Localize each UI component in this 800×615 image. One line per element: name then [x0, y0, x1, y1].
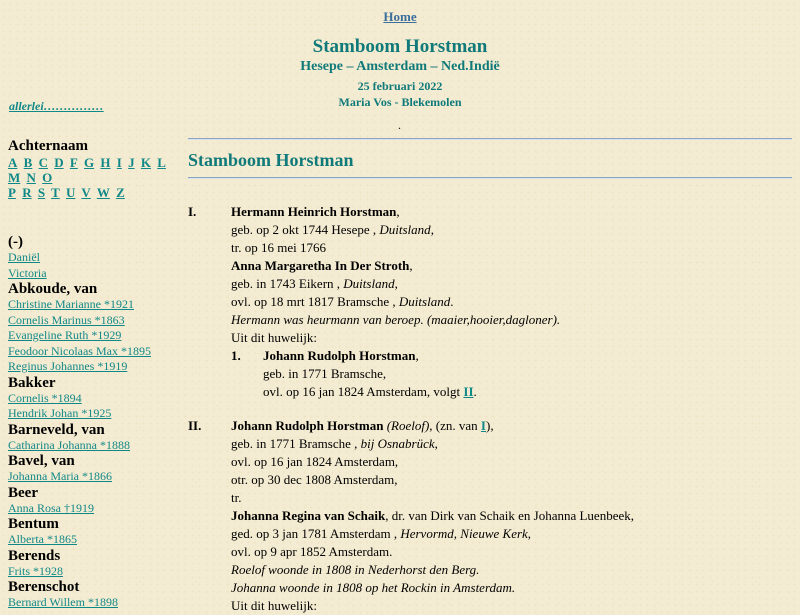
allerlei-link[interactable]: allerlei……………: [9, 99, 104, 113]
generation-ii-link[interactable]: II: [463, 384, 474, 399]
surname-group: [8, 453, 178, 485]
surname-group: [8, 485, 178, 517]
generation-number: II.: [188, 418, 202, 433]
child-number: 1.: [231, 348, 241, 363]
spouse-birth-country: Duitsland: [343, 276, 395, 291]
spouse-birth-text: ged. op 3 jan 1781 Amsterdam ,: [231, 526, 401, 541]
letter-link-w[interactable]: W: [96, 185, 110, 200]
spouse-birth-church: Hervormd, Nieuwe Kerk: [400, 526, 528, 541]
letter-link-p[interactable]: P: [8, 185, 16, 200]
person-link[interactable]: Anna Rosa †1919: [8, 500, 94, 515]
surname-heading: Bakker: [8, 374, 56, 391]
marriage-line: tr. op 16 mei 1766: [231, 240, 326, 255]
spouse-name: Anna Margaretha In Der Stroth: [231, 258, 410, 273]
letter-link-f[interactable]: F: [69, 155, 78, 170]
person-link[interactable]: Victoria: [8, 265, 47, 280]
spouse-parents: , dr. van Dirk van Schaik en Johanna Luenbeek,: [385, 508, 634, 523]
spouse-birth-line: geb. in 1743 Eikern , Duitsland,: [231, 276, 398, 291]
home-link[interactable]: Home: [383, 9, 417, 24]
letter-link-m[interactable]: M: [8, 170, 21, 185]
surname-group: [8, 548, 178, 580]
surname-heading: Bentum: [8, 516, 59, 532]
alphabet-index: [8, 155, 178, 200]
person-name: Hermann Heinrich Horstman: [231, 204, 397, 219]
surname-heading: Berenschot: [8, 579, 80, 595]
letter-link-g[interactable]: G: [84, 155, 95, 170]
surname-group: [8, 516, 178, 548]
site-header: [0, 8, 800, 110]
generation-number: I.: [188, 204, 197, 219]
letter-link-s[interactable]: S: [37, 185, 46, 200]
spouse-death-text: ovl. op 18 mrt 1817 Bramsche ,: [231, 294, 399, 309]
note-line-2: [231, 579, 515, 597]
spouse-birth-line: ged. op 3 jan 1781 Amsterdam , Hervormd, Nieuwe Kerk,: [231, 526, 532, 541]
surname-list: [8, 234, 178, 611]
person-link[interactable]: Cornelis *1894: [8, 390, 82, 405]
person-link[interactable]: Reginus Johannes *1919: [8, 359, 128, 373]
person-line: Hermann Heinrich Horstman,: [231, 204, 400, 219]
spouse-name: Johanna Regina van Schaik: [231, 508, 386, 523]
title-divider: [188, 177, 792, 179]
son-of-close: ),: [485, 418, 494, 433]
letter-link-k[interactable]: K: [140, 155, 151, 170]
letter-link-t[interactable]: T: [51, 185, 60, 200]
from-marriage-line: Uit dit huwelijk:: [231, 330, 317, 345]
birth-place: bij Osnabrück: [360, 436, 435, 451]
person-link[interactable]: Catharina Johanna *1888: [8, 437, 130, 452]
letter-link-i[interactable]: I: [116, 155, 122, 170]
letter-link-u[interactable]: U: [66, 185, 76, 200]
letter-link-z[interactable]: Z: [116, 185, 125, 200]
otr-line: otr. op 30 dec 1808 Amsterdam,: [231, 472, 398, 487]
letter-link-o[interactable]: O: [42, 170, 53, 185]
spouse-death-line: ovl. op 18 mrt 1817 Bramsche , Duitsland.: [231, 294, 454, 309]
birth-text: geb. in 1771 Bramsche ,: [231, 436, 361, 451]
site-title: Stamboom Horstman: [312, 36, 488, 57]
person-line: [231, 417, 494, 435]
surname-heading: (-): [8, 234, 23, 250]
note-text-2: Johanna woonde in 1808 op het Rockin in Amsterdam.: [231, 580, 516, 595]
top-divider: [188, 138, 792, 140]
surname-heading: Bavel, van: [8, 453, 75, 469]
birth-line: geb. in 1771 Bramsche , bij Osnabrück,: [231, 436, 438, 451]
surname-heading: Berends: [8, 547, 61, 564]
person-name: Johann Rudolph Horstman: [231, 418, 384, 433]
child-birth-line: geb. in 1771 Bramsche,: [263, 366, 387, 381]
person-link[interactable]: Frits *1928: [8, 563, 64, 578]
child-death-text: ovl. op 16 jan 1824 Amsterdam, volgt: [263, 384, 464, 399]
note-text-1: Roelof woonde in 1808 in Nederhorst den Berg.: [231, 562, 480, 577]
site-subtitle: Hesepe – Amsterdam – Ned.Indië: [300, 59, 500, 74]
surname-heading: Barneveld, van: [8, 421, 105, 438]
letter-link-h[interactable]: H: [100, 155, 111, 170]
surname-sidebar: [8, 138, 178, 611]
spouse-death-country: Duitsland: [398, 294, 451, 309]
letter-link-d[interactable]: D: [54, 155, 64, 170]
child-name: Johann Rudolph Horstman: [263, 348, 416, 363]
person-alias: (Roelof): [386, 418, 430, 433]
letter-link-j[interactable]: J: [128, 155, 135, 170]
spouse-line: Anna Margaretha In Der Stroth,: [231, 258, 413, 273]
letter-link-l[interactable]: L: [157, 155, 166, 170]
surname-heading: Beer: [8, 484, 38, 501]
spouse-line: [231, 507, 634, 525]
death-line: ovl. op 16 jan 1824 Amsterdam,: [231, 454, 399, 469]
birth-country: Duitsland: [379, 222, 431, 237]
surname-heading: Abkoude, van: [8, 281, 98, 297]
from-marriage-line: Uit dit huwelijk:: [231, 598, 317, 613]
person-link[interactable]: Johanna Maria *1866: [8, 469, 112, 483]
letter-link-c[interactable]: C: [38, 155, 48, 170]
spouse-death-line: ovl. op 9 apr 1852 Amsterdam.: [231, 544, 393, 559]
letter-link-n[interactable]: N: [26, 170, 36, 185]
birth-text: geb. op 2 okt 1744 Hesepe ,: [231, 222, 380, 237]
person-link[interactable]: Daniël: [8, 250, 40, 264]
son-of-text: , (zn. van: [429, 418, 481, 433]
surname-group: [8, 234, 178, 281]
person-link[interactable]: Feodoor Nicolaas Max *1895: [8, 343, 151, 358]
person-link[interactable]: Alberta *1865: [8, 532, 77, 546]
child-line: Johann Rudolph Horstman,: [263, 348, 419, 363]
person-link[interactable]: Hendrik Johan *1925: [8, 406, 112, 420]
main-content: [188, 138, 792, 613]
letter-link-b[interactable]: B: [23, 155, 33, 170]
birth-line: geb. op 2 okt 1744 Hesepe , Duitsland,: [231, 222, 434, 237]
person-link[interactable]: Christine Marianne *1921: [8, 297, 134, 311]
surname-group: [8, 422, 178, 454]
note-line-1: [231, 561, 479, 579]
note-line: [231, 311, 560, 329]
page-title: Stamboom Horstman: [188, 150, 354, 170]
surname-group: [8, 579, 178, 611]
person-link[interactable]: Evangeline Ruth *1929: [8, 328, 122, 342]
separator-dot: .: [398, 118, 401, 132]
spouse-birth-text: geb. in 1743 Eikern ,: [231, 276, 344, 291]
letter-link-r[interactable]: R: [22, 185, 32, 200]
surname-heading: Achternaam: [8, 138, 88, 154]
person-link[interactable]: Cornelis Marinus *1863: [8, 312, 125, 327]
letter-link-v[interactable]: V: [81, 185, 91, 200]
surname-group: [8, 375, 178, 422]
note-text: Hermann was heurmann van beroep. (maaier,hooier,dagloner).: [231, 312, 561, 327]
generation-i-link[interactable]: I: [480, 418, 486, 433]
person-link[interactable]: Bernard Willem *1898: [8, 595, 118, 609]
site-author: Maria Vos - Blekemolen: [338, 95, 462, 109]
letter-link-a[interactable]: A: [8, 155, 18, 170]
marriage-line: tr.: [231, 490, 242, 505]
child-death-line: ovl. op 16 jan 1824 Amsterdam, volgt II.: [263, 384, 477, 399]
site-date: 25 februari 2022: [357, 79, 443, 93]
surname-group: [8, 281, 178, 375]
